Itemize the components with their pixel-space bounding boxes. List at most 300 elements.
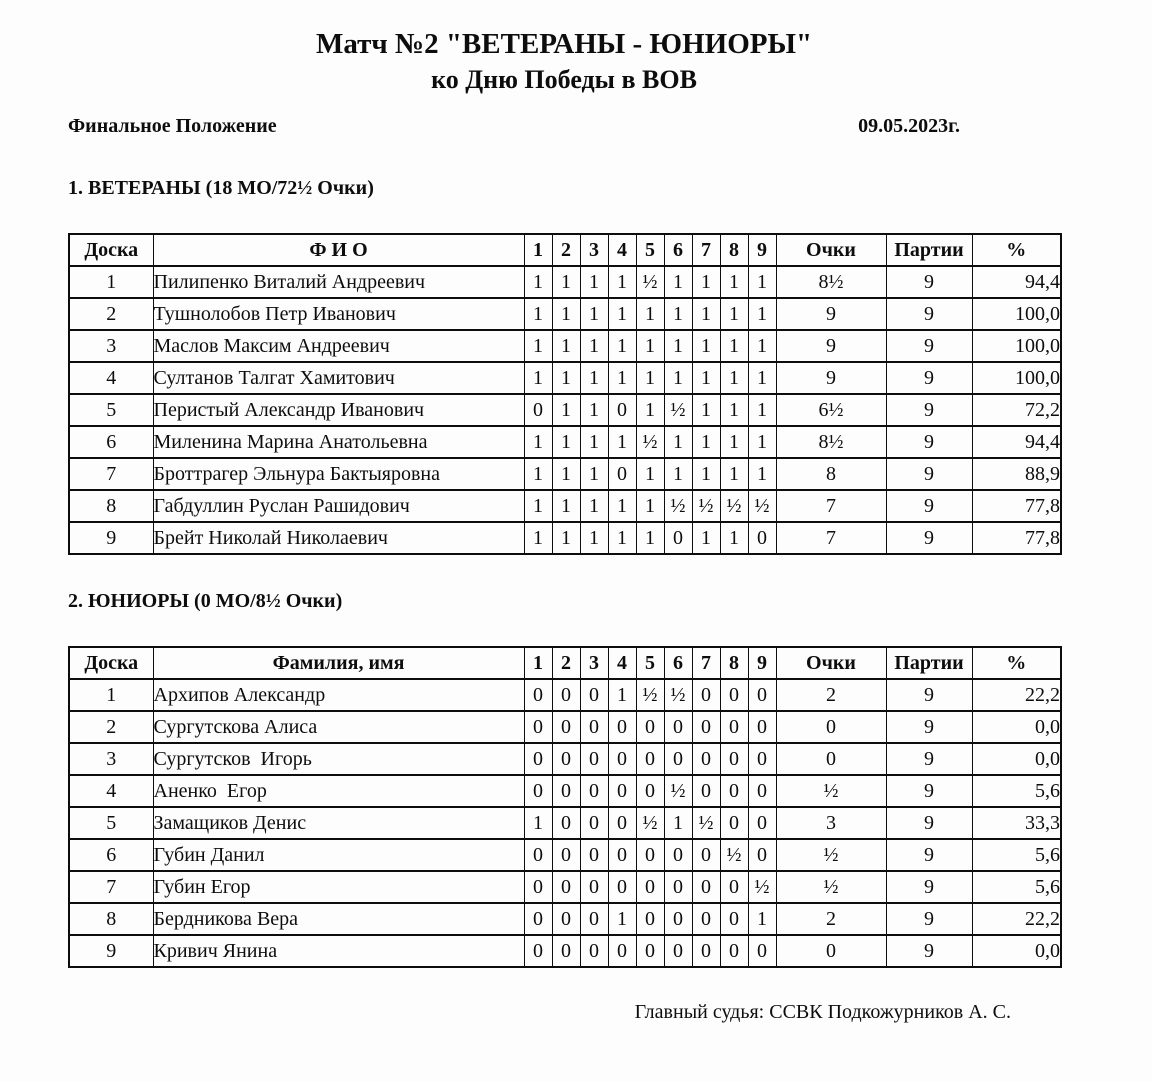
round-6-cell: 0 bbox=[664, 711, 692, 743]
round-5-cell: 0 bbox=[636, 839, 664, 871]
header-row bbox=[69, 234, 1061, 266]
round-7-cell: 0 bbox=[692, 679, 720, 711]
percent-cell: 0,0 bbox=[972, 935, 1061, 967]
round-4-cell: 1 bbox=[608, 522, 636, 554]
round-3-cell: 0 bbox=[580, 711, 608, 743]
round-6-cell: 0 bbox=[664, 522, 692, 554]
round-4-cell: 0 bbox=[608, 839, 636, 871]
round-1-cell: 0 bbox=[524, 775, 552, 807]
round-7-cell: 1 bbox=[692, 426, 720, 458]
round-9-cell: 1 bbox=[748, 903, 776, 935]
document-title: Матч №2 "ВЕТЕРАНЫ - ЮНИОРЫ" bbox=[315, 28, 813, 60]
points-cell: ½ bbox=[776, 871, 886, 903]
table-row bbox=[69, 903, 1061, 935]
round-4-cell: 0 bbox=[608, 807, 636, 839]
round-2-cell: 0 bbox=[552, 711, 580, 743]
round-2-cell: 0 bbox=[552, 679, 580, 711]
round-9-cell: 0 bbox=[748, 711, 776, 743]
round-7-cell: 0 bbox=[692, 711, 720, 743]
round-5-cell: 1 bbox=[636, 522, 664, 554]
round-3-cell: 1 bbox=[580, 426, 608, 458]
points-cell: 9 bbox=[776, 362, 886, 394]
table-row bbox=[69, 871, 1061, 903]
round-6-cell: ½ bbox=[664, 775, 692, 807]
table-row bbox=[69, 711, 1061, 743]
games-cell: 9 bbox=[886, 458, 972, 490]
meta-row bbox=[68, 114, 1060, 138]
board-cell: 7 bbox=[69, 458, 153, 490]
percent-cell: 88,9 bbox=[972, 458, 1061, 490]
percent-cell: 72,2 bbox=[972, 394, 1061, 426]
column-header-round-2: 2 bbox=[552, 234, 580, 266]
percent-cell: 77,8 bbox=[972, 522, 1061, 554]
section-title-veterans: 1. ВЕТЕРАНЫ (18 МО/72½ Очки) bbox=[68, 177, 374, 199]
round-7-cell: 0 bbox=[692, 743, 720, 775]
round-3-cell: 0 bbox=[580, 903, 608, 935]
column-header-round-3: 3 bbox=[580, 234, 608, 266]
round-9-cell: 1 bbox=[748, 330, 776, 362]
round-5-cell: 1 bbox=[636, 362, 664, 394]
percent-cell: 94,4 bbox=[972, 266, 1061, 298]
board-cell: 7 bbox=[69, 871, 153, 903]
points-cell: 2 bbox=[776, 679, 886, 711]
column-header-games: Партии bbox=[886, 647, 972, 679]
round-6-cell: ½ bbox=[664, 679, 692, 711]
round-1-cell: 1 bbox=[524, 298, 552, 330]
board-cell: 5 bbox=[69, 807, 153, 839]
board-cell: 9 bbox=[69, 522, 153, 554]
round-3-cell: 0 bbox=[580, 743, 608, 775]
round-6-cell: 1 bbox=[664, 330, 692, 362]
percent-cell: 33,3 bbox=[972, 807, 1061, 839]
round-1-cell: 1 bbox=[524, 426, 552, 458]
table-row bbox=[69, 522, 1061, 554]
round-3-cell: 1 bbox=[580, 458, 608, 490]
column-header-round-2: 2 bbox=[552, 647, 580, 679]
round-8-cell: 0 bbox=[720, 711, 748, 743]
name-cell: Броттрагер Эльнура Бактыяровна bbox=[153, 458, 524, 490]
table-row bbox=[69, 426, 1061, 458]
percent-cell: 5,6 bbox=[972, 839, 1061, 871]
board-cell: 4 bbox=[69, 362, 153, 394]
round-6-cell: 0 bbox=[664, 839, 692, 871]
board-cell: 1 bbox=[69, 266, 153, 298]
games-cell: 9 bbox=[886, 298, 972, 330]
round-4-cell: 1 bbox=[608, 903, 636, 935]
round-2-cell: 1 bbox=[552, 490, 580, 522]
column-header-round-5: 5 bbox=[636, 234, 664, 266]
board-cell: 6 bbox=[69, 426, 153, 458]
round-9-cell: ½ bbox=[748, 871, 776, 903]
points-cell: 3 bbox=[776, 807, 886, 839]
table-row bbox=[69, 458, 1061, 490]
games-cell: 9 bbox=[886, 711, 972, 743]
column-header-board: Доска bbox=[69, 647, 153, 679]
round-5-cell: 0 bbox=[636, 711, 664, 743]
points-cell: 0 bbox=[776, 935, 886, 967]
round-3-cell: 1 bbox=[580, 298, 608, 330]
table-row bbox=[69, 839, 1061, 871]
column-header-round-1: 1 bbox=[524, 234, 552, 266]
round-4-cell: 0 bbox=[608, 935, 636, 967]
round-5-cell: ½ bbox=[636, 679, 664, 711]
name-cell: Губин Данил bbox=[153, 839, 524, 871]
round-8-cell: 1 bbox=[720, 330, 748, 362]
name-cell: Губин Егор bbox=[153, 871, 524, 903]
games-cell: 9 bbox=[886, 426, 972, 458]
points-cell: 7 bbox=[776, 490, 886, 522]
round-7-cell: 0 bbox=[692, 775, 720, 807]
round-4-cell: 1 bbox=[608, 330, 636, 362]
round-4-cell: 1 bbox=[608, 362, 636, 394]
round-1-cell: 1 bbox=[524, 330, 552, 362]
column-header-board: Доска bbox=[69, 234, 153, 266]
round-2-cell: 0 bbox=[552, 871, 580, 903]
round-2-cell: 1 bbox=[552, 458, 580, 490]
points-cell: 6½ bbox=[776, 394, 886, 426]
column-header-name: Фамилия, имя bbox=[153, 647, 524, 679]
name-cell: Кривич Янина bbox=[153, 935, 524, 967]
points-cell: 8½ bbox=[776, 426, 886, 458]
games-cell: 9 bbox=[886, 839, 972, 871]
date-label: 09.05.2023г. bbox=[858, 115, 960, 137]
points-cell: 0 bbox=[776, 711, 886, 743]
percent-cell: 100,0 bbox=[972, 298, 1061, 330]
table-row bbox=[69, 935, 1061, 967]
column-header-round-6: 6 bbox=[664, 647, 692, 679]
round-5-cell: 0 bbox=[636, 775, 664, 807]
round-4-cell: 1 bbox=[608, 426, 636, 458]
round-5-cell: 1 bbox=[636, 458, 664, 490]
round-2-cell: 1 bbox=[552, 298, 580, 330]
points-cell: 8½ bbox=[776, 266, 886, 298]
name-cell: Перистый Александр Иванович bbox=[153, 394, 524, 426]
round-5-cell: ½ bbox=[636, 426, 664, 458]
round-1-cell: 0 bbox=[524, 679, 552, 711]
round-5-cell: 0 bbox=[636, 871, 664, 903]
board-cell: 1 bbox=[69, 679, 153, 711]
round-7-cell: 0 bbox=[692, 839, 720, 871]
column-header-round-7: 7 bbox=[692, 234, 720, 266]
games-cell: 9 bbox=[886, 775, 972, 807]
round-5-cell: 1 bbox=[636, 394, 664, 426]
board-cell: 2 bbox=[69, 298, 153, 330]
board-cell: 8 bbox=[69, 490, 153, 522]
round-7-cell: 0 bbox=[692, 871, 720, 903]
round-8-cell: 0 bbox=[720, 871, 748, 903]
games-cell: 9 bbox=[886, 522, 972, 554]
name-cell: Тушнолобов Петр Иванович bbox=[153, 298, 524, 330]
round-6-cell: 0 bbox=[664, 903, 692, 935]
column-header-games: Партии bbox=[886, 234, 972, 266]
round-1-cell: 0 bbox=[524, 871, 552, 903]
round-8-cell: ½ bbox=[720, 490, 748, 522]
round-5-cell: ½ bbox=[636, 266, 664, 298]
name-cell: Сургутсков Игорь bbox=[153, 743, 524, 775]
veterans-table-header bbox=[69, 234, 1061, 266]
name-cell: Бердникова Вера bbox=[153, 903, 524, 935]
round-6-cell: 1 bbox=[664, 807, 692, 839]
table-row bbox=[69, 394, 1061, 426]
name-cell: Миленина Марина Анатольевна bbox=[153, 426, 524, 458]
round-8-cell: 1 bbox=[720, 266, 748, 298]
name-cell: Маслов Максим Андреевич bbox=[153, 330, 524, 362]
name-cell: Султанов Талгат Хамитович bbox=[153, 362, 524, 394]
column-header-points: Очки bbox=[776, 234, 886, 266]
column-header-points: Очки bbox=[776, 647, 886, 679]
percent-cell: 77,8 bbox=[972, 490, 1061, 522]
games-cell: 9 bbox=[886, 362, 972, 394]
board-cell: 4 bbox=[69, 775, 153, 807]
name-cell: Аненко Егор bbox=[153, 775, 524, 807]
round-8-cell: 1 bbox=[720, 362, 748, 394]
round-6-cell: 1 bbox=[664, 458, 692, 490]
round-2-cell: 0 bbox=[552, 775, 580, 807]
header-row bbox=[69, 647, 1061, 679]
round-1-cell: 0 bbox=[524, 935, 552, 967]
round-3-cell: 1 bbox=[580, 266, 608, 298]
table-row bbox=[69, 330, 1061, 362]
percent-cell: 0,0 bbox=[972, 711, 1061, 743]
round-5-cell: 0 bbox=[636, 743, 664, 775]
round-5-cell: 1 bbox=[636, 330, 664, 362]
round-6-cell: 0 bbox=[664, 871, 692, 903]
name-cell: Архипов Александр bbox=[153, 679, 524, 711]
round-2-cell: 0 bbox=[552, 839, 580, 871]
round-6-cell: 1 bbox=[664, 426, 692, 458]
round-4-cell: 1 bbox=[608, 298, 636, 330]
round-5-cell: 0 bbox=[636, 935, 664, 967]
round-4-cell: 0 bbox=[608, 871, 636, 903]
round-1-cell: 0 bbox=[524, 394, 552, 426]
round-1-cell: 0 bbox=[524, 743, 552, 775]
name-cell: Сургутскова Алиса bbox=[153, 711, 524, 743]
round-6-cell: 0 bbox=[664, 743, 692, 775]
points-cell: 7 bbox=[776, 522, 886, 554]
round-9-cell: 1 bbox=[748, 458, 776, 490]
board-cell: 2 bbox=[69, 711, 153, 743]
round-7-cell: 1 bbox=[692, 362, 720, 394]
round-8-cell: 1 bbox=[720, 394, 748, 426]
percent-cell: 100,0 bbox=[972, 330, 1061, 362]
round-9-cell: ½ bbox=[748, 490, 776, 522]
round-2-cell: 0 bbox=[552, 807, 580, 839]
board-cell: 3 bbox=[69, 743, 153, 775]
percent-cell: 5,6 bbox=[972, 775, 1061, 807]
round-8-cell: 0 bbox=[720, 679, 748, 711]
round-1-cell: 1 bbox=[524, 458, 552, 490]
standings-label: Финальное Положение bbox=[68, 115, 277, 137]
round-8-cell: 0 bbox=[720, 775, 748, 807]
table-row bbox=[69, 298, 1061, 330]
round-4-cell: 0 bbox=[608, 775, 636, 807]
document-subtitle: ко Дню Победы в ВОВ bbox=[431, 65, 697, 94]
round-2-cell: 1 bbox=[552, 394, 580, 426]
round-8-cell: 1 bbox=[720, 298, 748, 330]
column-header-round-4: 4 bbox=[608, 234, 636, 266]
points-cell: ½ bbox=[776, 839, 886, 871]
round-6-cell: 1 bbox=[664, 298, 692, 330]
round-8-cell: 1 bbox=[720, 426, 748, 458]
games-cell: 9 bbox=[886, 266, 972, 298]
column-header-round-9: 9 bbox=[748, 234, 776, 266]
round-7-cell: 1 bbox=[692, 458, 720, 490]
round-9-cell: 1 bbox=[748, 426, 776, 458]
column-header-round-1: 1 bbox=[524, 647, 552, 679]
percent-cell: 100,0 bbox=[972, 362, 1061, 394]
round-4-cell: 1 bbox=[608, 490, 636, 522]
column-header-percent: % bbox=[972, 234, 1061, 266]
chief-arbiter-line: Главный судья: ССВК Подкожурников А. С. bbox=[634, 1001, 1011, 1023]
board-cell: 9 bbox=[69, 935, 153, 967]
round-7-cell: ½ bbox=[692, 807, 720, 839]
column-header-round-5: 5 bbox=[636, 647, 664, 679]
document-content bbox=[68, 26, 1060, 1024]
table-row bbox=[69, 775, 1061, 807]
round-7-cell: 0 bbox=[692, 935, 720, 967]
games-cell: 9 bbox=[886, 903, 972, 935]
round-1-cell: 0 bbox=[524, 839, 552, 871]
round-3-cell: 0 bbox=[580, 839, 608, 871]
table-row bbox=[69, 679, 1061, 711]
round-7-cell: 1 bbox=[692, 330, 720, 362]
column-header-round-8: 8 bbox=[720, 234, 748, 266]
round-1-cell: 1 bbox=[524, 362, 552, 394]
round-1-cell: 1 bbox=[524, 266, 552, 298]
round-9-cell: 0 bbox=[748, 522, 776, 554]
round-4-cell: 0 bbox=[608, 743, 636, 775]
round-3-cell: 0 bbox=[580, 871, 608, 903]
games-cell: 9 bbox=[886, 743, 972, 775]
table-row bbox=[69, 266, 1061, 298]
column-header-round-3: 3 bbox=[580, 647, 608, 679]
round-4-cell: 1 bbox=[608, 266, 636, 298]
column-header-round-8: 8 bbox=[720, 647, 748, 679]
points-cell: 0 bbox=[776, 743, 886, 775]
percent-cell: 94,4 bbox=[972, 426, 1061, 458]
round-8-cell: 0 bbox=[720, 743, 748, 775]
round-3-cell: 0 bbox=[580, 679, 608, 711]
round-1-cell: 1 bbox=[524, 807, 552, 839]
round-3-cell: 0 bbox=[580, 807, 608, 839]
round-4-cell: 0 bbox=[608, 458, 636, 490]
name-cell: Замащиков Денис bbox=[153, 807, 524, 839]
round-8-cell: 0 bbox=[720, 807, 748, 839]
round-6-cell: ½ bbox=[664, 490, 692, 522]
table-row bbox=[69, 743, 1061, 775]
column-header-round-9: 9 bbox=[748, 647, 776, 679]
round-7-cell: 1 bbox=[692, 394, 720, 426]
round-9-cell: 0 bbox=[748, 679, 776, 711]
round-3-cell: 1 bbox=[580, 362, 608, 394]
round-7-cell: 1 bbox=[692, 522, 720, 554]
games-cell: 9 bbox=[886, 807, 972, 839]
round-7-cell: 1 bbox=[692, 298, 720, 330]
round-4-cell: 0 bbox=[608, 711, 636, 743]
round-7-cell: ½ bbox=[692, 490, 720, 522]
round-2-cell: 1 bbox=[552, 362, 580, 394]
points-cell: 9 bbox=[776, 298, 886, 330]
round-2-cell: 1 bbox=[552, 426, 580, 458]
round-9-cell: 1 bbox=[748, 298, 776, 330]
round-9-cell: 1 bbox=[748, 266, 776, 298]
round-5-cell: 0 bbox=[636, 903, 664, 935]
name-cell: Пилипенко Виталий Андреевич bbox=[153, 266, 524, 298]
section-title-juniors: 2. ЮНИОРЫ (0 МО/8½ Очки) bbox=[68, 590, 343, 612]
board-cell: 3 bbox=[69, 330, 153, 362]
points-cell: 8 bbox=[776, 458, 886, 490]
round-6-cell: 1 bbox=[664, 362, 692, 394]
round-1-cell: 1 bbox=[524, 522, 552, 554]
round-8-cell: 0 bbox=[720, 903, 748, 935]
round-2-cell: 0 bbox=[552, 935, 580, 967]
round-1-cell: 0 bbox=[524, 903, 552, 935]
veterans-table-body bbox=[69, 266, 1061, 554]
round-8-cell: 1 bbox=[720, 458, 748, 490]
round-9-cell: 0 bbox=[748, 775, 776, 807]
board-cell: 5 bbox=[69, 394, 153, 426]
round-9-cell: 1 bbox=[748, 394, 776, 426]
round-2-cell: 0 bbox=[552, 743, 580, 775]
games-cell: 9 bbox=[886, 679, 972, 711]
percent-cell: 22,2 bbox=[972, 679, 1061, 711]
round-6-cell: 1 bbox=[664, 266, 692, 298]
round-5-cell: 1 bbox=[636, 490, 664, 522]
round-3-cell: 0 bbox=[580, 775, 608, 807]
round-4-cell: 1 bbox=[608, 679, 636, 711]
round-9-cell: 0 bbox=[748, 743, 776, 775]
column-header-round-4: 4 bbox=[608, 647, 636, 679]
round-2-cell: 1 bbox=[552, 522, 580, 554]
round-7-cell: 0 bbox=[692, 903, 720, 935]
games-cell: 9 bbox=[886, 330, 972, 362]
round-3-cell: 1 bbox=[580, 330, 608, 362]
veterans-table bbox=[68, 233, 1062, 555]
juniors-table bbox=[68, 646, 1062, 968]
round-8-cell: 1 bbox=[720, 522, 748, 554]
board-cell: 8 bbox=[69, 903, 153, 935]
round-6-cell: 0 bbox=[664, 935, 692, 967]
percent-cell: 0,0 bbox=[972, 743, 1061, 775]
round-9-cell: 1 bbox=[748, 362, 776, 394]
round-9-cell: 0 bbox=[748, 935, 776, 967]
round-1-cell: 0 bbox=[524, 711, 552, 743]
juniors-table-body bbox=[69, 679, 1061, 967]
round-3-cell: 1 bbox=[580, 490, 608, 522]
games-cell: 9 bbox=[886, 490, 972, 522]
table-row bbox=[69, 362, 1061, 394]
column-header-round-7: 7 bbox=[692, 647, 720, 679]
round-3-cell: 1 bbox=[580, 394, 608, 426]
games-cell: 9 bbox=[886, 871, 972, 903]
percent-cell: 5,6 bbox=[972, 871, 1061, 903]
points-cell: ½ bbox=[776, 775, 886, 807]
points-cell: 2 bbox=[776, 903, 886, 935]
column-header-percent: % bbox=[972, 647, 1061, 679]
round-5-cell: 1 bbox=[636, 298, 664, 330]
percent-cell: 22,2 bbox=[972, 903, 1061, 935]
round-1-cell: 1 bbox=[524, 490, 552, 522]
round-7-cell: 1 bbox=[692, 266, 720, 298]
round-8-cell: 0 bbox=[720, 935, 748, 967]
juniors-table-header bbox=[69, 647, 1061, 679]
table-row bbox=[69, 807, 1061, 839]
round-2-cell: 0 bbox=[552, 903, 580, 935]
round-3-cell: 0 bbox=[580, 935, 608, 967]
round-5-cell: ½ bbox=[636, 807, 664, 839]
round-9-cell: 0 bbox=[748, 839, 776, 871]
round-9-cell: 0 bbox=[748, 807, 776, 839]
